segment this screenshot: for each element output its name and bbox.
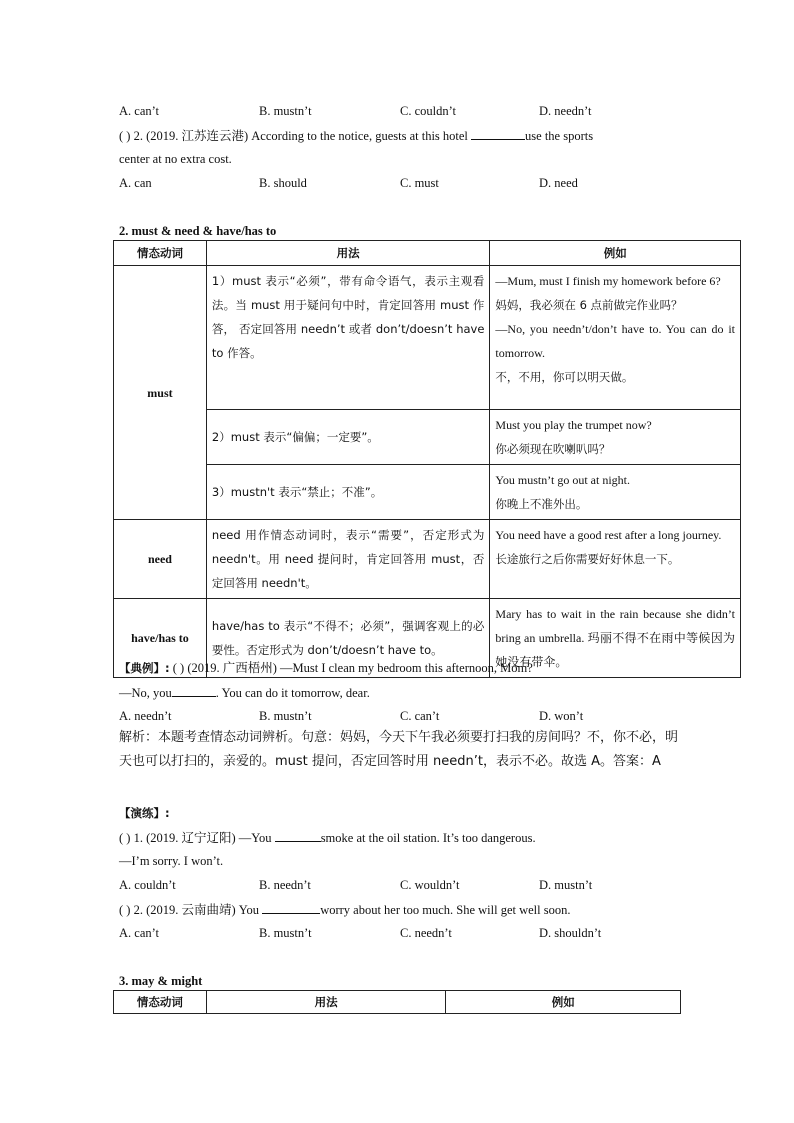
header-example: 例如 [490,241,741,266]
question-text: 2. (2019. 江苏连云港) According to the notice, guests at this hotel [133,129,472,143]
example-line: 不，不用，你可以明天做。 [495,370,634,384]
question-text: 2. (2019. 云南曲靖) You [133,903,263,917]
table-row [114,410,741,465]
section-3-heading: 3. may & might [119,974,203,988]
answer-blank [275,829,321,842]
example-cell [490,410,741,465]
option-a: A. can’t [119,104,160,118]
example-line: 长途旅行之后你需要好好休息一下。 [495,552,680,566]
example-question-text: (2019. 广西梧州) —Must I clean my bedroom this afternoon, Mom? [187,661,533,675]
question-2-continued: center at no extra cost. [119,152,232,166]
header-usage: 用法 [206,241,490,266]
section-2-heading: 2. must & need & have/has to [119,224,277,238]
question-text-end: use the sports [525,129,594,143]
usage-cell: 3）mustn't 表示“禁止；不准”。 [206,465,490,520]
answer-paren: ( ) [119,831,131,845]
option-c: C. wouldn’t [400,878,460,892]
option-d: D. need [539,176,578,190]
option-d: D. won’t [539,709,584,723]
question-2 [119,127,593,144]
table-row [114,520,741,599]
header-example: 例如 [446,991,681,1014]
modal-need: need [114,520,207,599]
usage-cell: need 用作情态动词时，表示“需要”，否定形式为 needn't。用 need 提问时，肯定回答用 must，否定回答用 needn't。 [206,520,490,599]
option-c: C. needn’t [400,926,452,940]
answer-paren: ( ) [172,661,185,675]
table-header-row [114,991,681,1014]
option-a: A. can’t [119,926,160,940]
options-row-q2 [119,175,679,191]
example-line: 你晚上不准外出。 [495,497,588,511]
answer-blank [471,127,525,140]
options-row-practice-2 [119,925,679,941]
example-line: You mustn’t go out at night. [495,473,630,487]
option-a: A. couldn’t [119,878,176,892]
analysis-text: 解析：本题考查情态动词辨析。句意：妈妈，今天下午我必须要打扫我的房间吗？不，你不必，明天也可以打扫的，亲爱的。must 提问，否定回答时用 needn’t，表示不必。故选 A。答案：A [119,730,679,769]
option-b: B. mustn’t [259,104,312,118]
header-usage: 用法 [206,991,446,1014]
header-modal: 情态动词 [114,991,207,1014]
option-a: A. needn’t [119,709,172,723]
option-d: D. mustn’t [539,878,593,892]
example-line: 妈妈，我必须在 6 点前做完作业吗？ [495,298,683,312]
example-question [119,660,533,676]
question-text-end: smoke at the oil station. It’s too dangerous. [320,831,536,845]
modal-must: must [114,266,207,520]
example-line: —No, you needn’t/don’t have to. You can do it tomorrow. [495,322,735,360]
answer-blank [262,901,320,914]
option-b: B. mustn’t [259,926,312,940]
usage-cell: have/has to 表示“不得不；必须”，强调客观上的必要性。否定形式为 don’t/doesn’t have to。 [206,599,490,678]
modal-verbs-table [113,240,741,678]
example-cell [490,520,741,599]
may-might-table [113,990,681,1014]
example-cell [490,465,741,520]
table-row [114,465,741,520]
option-d: D. shouldn’t [539,926,602,940]
options-row-practice-1 [119,877,679,893]
option-b: B. mustn’t [259,709,312,723]
example-label: 【典例】: [119,661,170,675]
example-line: —Mum, must I finish my homework before 6? [495,274,721,288]
practice-question-2 [119,901,571,918]
header-modal: 情态动词 [114,241,207,266]
modal-have-has-to: have/has to [114,599,207,678]
usage-cell: 1）must 表示“必须”，带有命令语气，表示主观看法。当 must 用于疑问句中时，肯定回答用 must 作答， 否定回答用 needn’t 或者 don’t/doesn’t have to 作答。 [206,266,490,410]
option-b: B. should [259,176,307,190]
answer-paren: ( ) [119,129,131,143]
answer-paren: ( ) [119,903,131,917]
example-line: You need have a good rest after a long journey. [495,528,722,542]
practice-label: 【演练】: [119,806,170,820]
example-line: Must you play the trumpet now? [495,418,652,432]
answer-blank [172,684,216,697]
option-c: C. couldn’t [400,104,457,118]
question-text-end: worry about her too much. She will get well soon. [320,903,571,917]
table-header-row [114,241,741,266]
example-line: 你必须现在吹喇叭吗？ [495,442,611,456]
example-answer-text-end: . You can do it tomorrow, dear. [215,686,370,700]
option-b: B. needn’t [259,878,311,892]
table-row [114,266,741,410]
option-a: A. can [119,176,152,190]
example-answer [119,684,370,701]
example-line: Mary has to wait in the rain because she didn’t bring an umbrella. 玛丽不得不在雨中等候因为她没有带伞。 [495,607,735,669]
option-c: C. must [400,176,439,190]
option-c: C. can’t [400,709,440,723]
practice-answer-1: —I’m sorry. I won’t. [119,854,224,868]
usage-cell: 2）must 表示“偏偏；一定要”。 [206,410,490,465]
option-d: D. needn’t [539,104,592,118]
practice-question-1 [119,829,536,846]
question-text: 1. (2019. 辽宁辽阳) —You [133,831,275,845]
example-answer-text: —No, you [119,686,172,700]
options-row-top [119,103,679,119]
example-cell [490,266,741,410]
options-row-example [119,708,679,724]
